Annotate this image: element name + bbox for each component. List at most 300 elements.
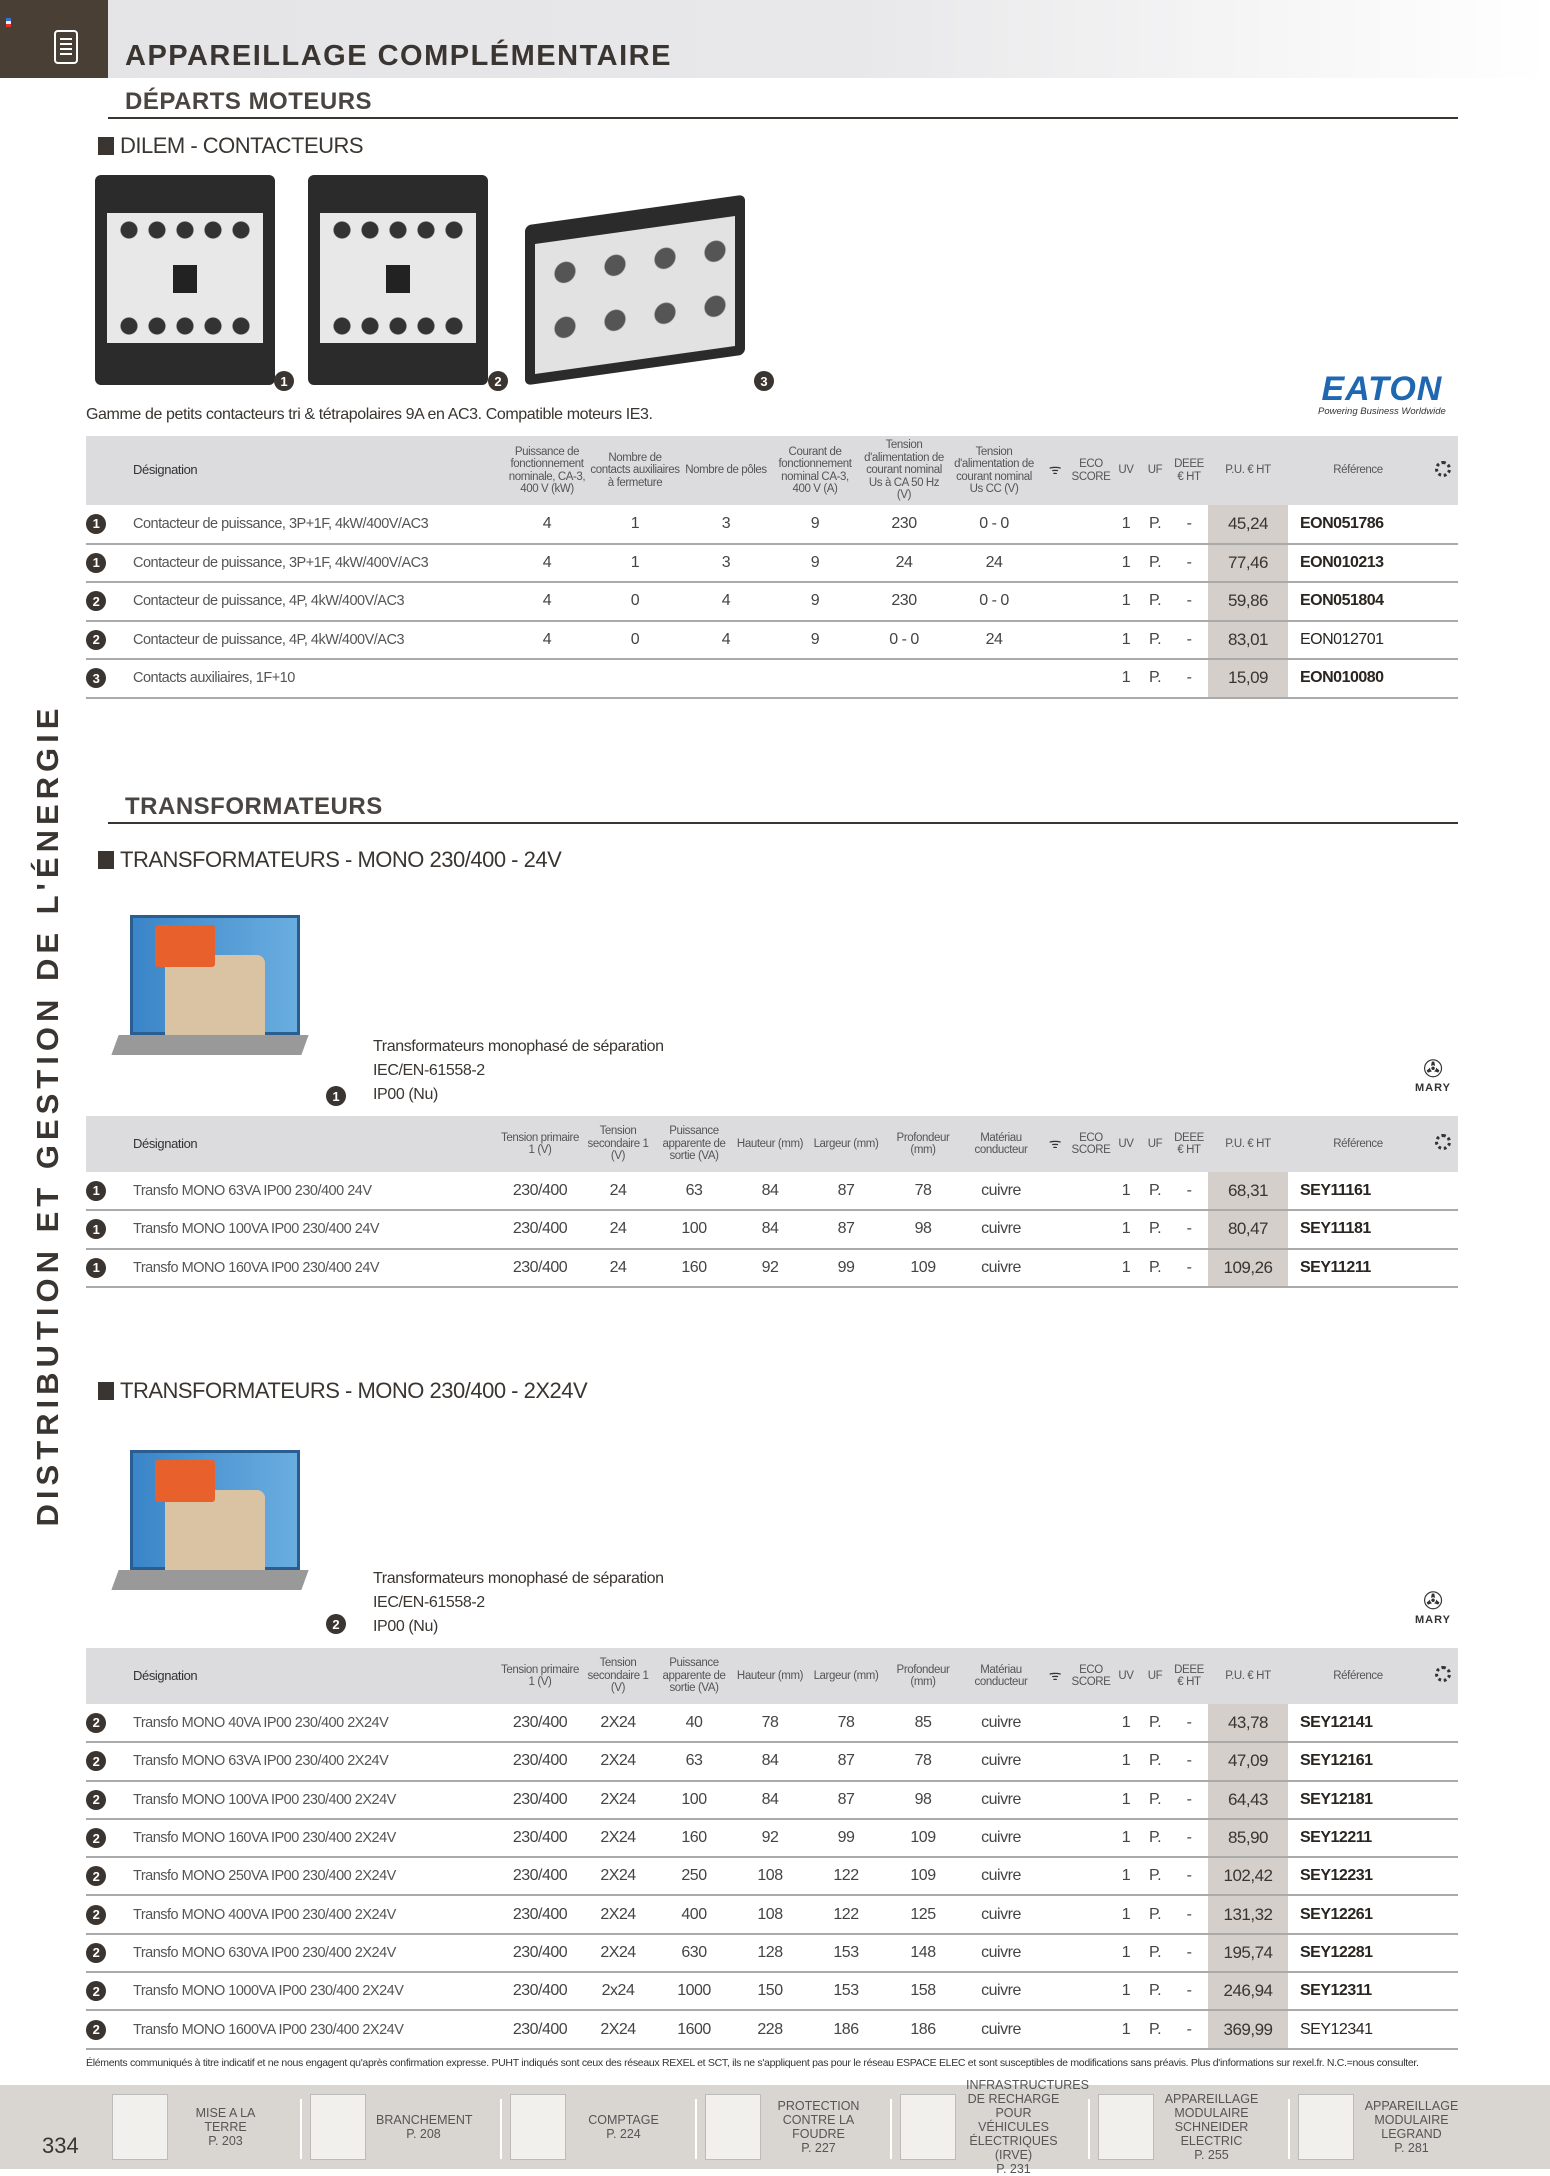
- uf: P.: [1140, 1819, 1170, 1857]
- designation: Transfo MONO 100VA IP00 230/400 24V: [126, 1210, 500, 1248]
- product-image-aux-contacts: [525, 195, 745, 386]
- reference[interactable]: EON010213: [1288, 544, 1428, 583]
- uv: 1: [1112, 2010, 1140, 2048]
- row-badge-cell: [86, 505, 126, 544]
- column-header: Nombre de pôles: [682, 436, 770, 505]
- reference[interactable]: SEY12341: [1288, 2010, 1428, 2048]
- uv: 1: [1112, 1934, 1140, 1972]
- spec-value: cuivre: [962, 1249, 1040, 1287]
- image-badge: 3: [754, 371, 774, 391]
- mary-logo: [1403, 1590, 1463, 1626]
- connectivity-icon: ᯤ: [1048, 1666, 1062, 1683]
- deee: -: [1170, 544, 1208, 583]
- recycle-cell: [1428, 1210, 1458, 1248]
- reference[interactable]: SEY12231: [1288, 1857, 1428, 1895]
- unit-price: 15,09: [1208, 659, 1288, 698]
- spec-value: cuivre: [962, 1934, 1040, 1972]
- spec-value: 4: [506, 582, 588, 621]
- spec-value: 230/400: [500, 1781, 580, 1819]
- subsection-label: DILEM - CONTACTEURS: [120, 133, 364, 158]
- product-desc-line: IP00 (Nu): [373, 1618, 438, 1635]
- item-number-badge: 1: [86, 514, 106, 534]
- column-header: P.U. € HT: [1208, 1648, 1288, 1704]
- column-header: Tension secondaire 1 (V): [580, 1116, 656, 1172]
- uf: P.: [1140, 1934, 1170, 1972]
- spec-value: 87: [808, 1210, 884, 1248]
- connectivity-cell: [1040, 1742, 1070, 1780]
- footer-separator: [1088, 2099, 1090, 2159]
- column-header: Tension d'alimentation de courant nominal Us CC (V): [948, 436, 1040, 505]
- deee: -: [1170, 1172, 1208, 1210]
- reference[interactable]: SEY12181: [1288, 1781, 1428, 1819]
- eco-score-cell: [1070, 544, 1112, 583]
- table-row[interactable]: [86, 582, 1458, 621]
- table-row[interactable]: [86, 1857, 1458, 1895]
- reference[interactable]: SEY12281: [1288, 1934, 1428, 1972]
- reference[interactable]: SEY12261: [1288, 1895, 1428, 1933]
- unit-price: 59,86: [1208, 582, 1288, 621]
- deee: -: [1170, 1742, 1208, 1780]
- section-rule: [108, 822, 1458, 824]
- subsection-label: TRANSFORMATEURS - MONO 230/400 - 24V: [120, 847, 562, 872]
- column-header: DEEE € HT: [1170, 436, 1208, 505]
- column-header: [1040, 1116, 1070, 1172]
- column-header: DEEE € HT: [1170, 1116, 1208, 1172]
- category-thumbnail: [900, 2094, 956, 2160]
- table-row[interactable]: [86, 1742, 1458, 1780]
- table-row[interactable]: [86, 1172, 1458, 1210]
- deee: -: [1170, 2010, 1208, 2048]
- header-cell-num: [86, 1116, 126, 1172]
- spec-value: 230/400: [500, 1704, 580, 1742]
- unit-price: 102,42: [1208, 1857, 1288, 1895]
- column-header: ECO SCORE: [1070, 436, 1112, 505]
- uv: 1: [1112, 1895, 1140, 1933]
- spec-value: 1600: [656, 2010, 732, 2048]
- column-header: Puissance apparente de sortie (VA): [656, 1648, 732, 1704]
- spec-value: 24: [948, 621, 1040, 660]
- reference[interactable]: SEY11181: [1288, 1210, 1428, 1248]
- spec-value: 1: [588, 544, 682, 583]
- eco-score-cell: [1070, 1819, 1112, 1857]
- deee: -: [1170, 1210, 1208, 1248]
- spec-value: 87: [808, 1172, 884, 1210]
- footer-link-text: [1164, 2092, 1259, 2162]
- spec-value: [682, 659, 770, 698]
- footer-link-text: [576, 2113, 671, 2141]
- eaton-tagline: Powering Business Worldwide: [1318, 406, 1446, 417]
- spec-value: [588, 659, 682, 698]
- spec-value: 148: [884, 1934, 962, 1972]
- header-cell-num: [86, 436, 126, 505]
- mary-logo-text: MARY: [1415, 1614, 1451, 1626]
- item-number-badge: 2: [86, 1943, 106, 1963]
- connectivity-cell: [1040, 1704, 1070, 1742]
- unit-price: 85,90: [1208, 1819, 1288, 1857]
- spec-value: 9: [770, 505, 860, 544]
- spec-value: 108: [732, 1895, 808, 1933]
- section-title-departs-moteurs: DÉPARTS MOTEURS: [125, 88, 373, 115]
- eco-score-cell: [1070, 1172, 1112, 1210]
- product-desc-line: IEC/EN-61558-2: [373, 1594, 485, 1611]
- column-header: Puissance apparente de sortie (VA): [656, 1116, 732, 1172]
- deee: -: [1170, 1934, 1208, 1972]
- footer-navigation: [0, 2078, 1550, 2176]
- table-row[interactable]: [86, 659, 1458, 698]
- column-header: [1040, 436, 1070, 505]
- mary-logo: [1403, 1058, 1463, 1094]
- product-desc-line: Transformateurs monophasé de séparation: [373, 1570, 664, 1587]
- spec-value: 2X24: [580, 1704, 656, 1742]
- connectivity-cell: [1040, 1895, 1070, 1933]
- column-header: Tension primaire 1 (V): [500, 1648, 580, 1704]
- table-row[interactable]: [86, 1895, 1458, 1933]
- designation: Transfo MONO 250VA IP00 230/400 2X24V: [126, 1857, 500, 1895]
- spec-value: 40: [656, 1704, 732, 1742]
- spec-value: 84: [732, 1172, 808, 1210]
- unit-price: 45,24: [1208, 505, 1288, 544]
- column-header: Matériau conducteur: [962, 1648, 1040, 1704]
- subsection-title-mono-24v: [98, 847, 561, 873]
- bullet-square: [98, 1382, 114, 1400]
- table-row[interactable]: [86, 1819, 1458, 1857]
- item-number-badge: 2: [86, 1751, 106, 1771]
- spec-value: 0 - 0: [948, 582, 1040, 621]
- eco-score-cell: [1070, 1934, 1112, 1972]
- uv: 1: [1112, 659, 1140, 698]
- spec-value: [770, 659, 860, 698]
- footer-link[interactable]: [1298, 2091, 1459, 2163]
- footer-link-page: P. 227: [801, 2141, 836, 2155]
- footer-separator: [500, 2099, 502, 2159]
- table-row[interactable]: [86, 621, 1458, 660]
- spec-value: 230: [860, 582, 948, 621]
- unit-price: 369,99: [1208, 2010, 1288, 2048]
- eaton-logo-mark: EATON: [1321, 370, 1443, 408]
- table-row[interactable]: [86, 1781, 1458, 1819]
- footer-link[interactable]: [310, 2091, 471, 2163]
- eaton-logo: [1318, 372, 1446, 417]
- range-caption: Gamme de petits contacteurs tri & tétrapolaires 9A en AC3. Compatible moteurs IE3.: [86, 406, 653, 423]
- column-header: UV: [1112, 436, 1140, 505]
- spec-value: 109: [884, 1819, 962, 1857]
- spec-value: cuivre: [962, 2010, 1040, 2048]
- item-number-badge: 2: [86, 1790, 106, 1810]
- row-badge-cell: [86, 1857, 126, 1895]
- uv: 1: [1112, 1781, 1140, 1819]
- product-desc-line: Transformateurs monophasé de séparation: [373, 1038, 664, 1055]
- flag-icon: [6, 18, 11, 27]
- item-number-badge: 2: [86, 1905, 106, 1925]
- row-badge-cell: [86, 2010, 126, 2048]
- row-badge-cell: [86, 1972, 126, 2010]
- deee: -: [1170, 1704, 1208, 1742]
- spec-value: 2x24: [580, 1972, 656, 2010]
- row-badge-cell: [86, 1704, 126, 1742]
- eco-score-cell: [1070, 1704, 1112, 1742]
- column-header: Hauteur (mm): [732, 1648, 808, 1704]
- spec-value: 2X24: [580, 1819, 656, 1857]
- spec-value: 24: [580, 1249, 656, 1287]
- eco-score-cell: [1070, 621, 1112, 660]
- spec-value: cuivre: [962, 1172, 1040, 1210]
- spec-value: 87: [808, 1781, 884, 1819]
- spec-value: 78: [884, 1172, 962, 1210]
- column-header: UF: [1140, 436, 1170, 505]
- designation: Transfo MONO 160VA IP00 230/400 2X24V: [126, 1819, 500, 1857]
- recycle-cell: [1428, 505, 1458, 544]
- table-row[interactable]: [86, 505, 1458, 544]
- uf: P.: [1140, 1742, 1170, 1780]
- product-desc-line: IP00 (Nu): [373, 1086, 438, 1103]
- spec-value: 9: [770, 621, 860, 660]
- spec-value: cuivre: [962, 1704, 1040, 1742]
- spec-value: 92: [732, 1249, 808, 1287]
- unit-price: 83,01: [1208, 621, 1288, 660]
- row-badge-cell: [86, 1819, 126, 1857]
- spec-value: 4: [682, 582, 770, 621]
- table-row[interactable]: [86, 1972, 1458, 2010]
- spec-value: 85: [884, 1704, 962, 1742]
- spec-value: 125: [884, 1895, 962, 1933]
- product-image-transformer-24v: [110, 885, 310, 1075]
- footer-link[interactable]: [705, 2091, 866, 2163]
- spec-value: 230/400: [500, 1210, 580, 1248]
- uv: 1: [1112, 1819, 1140, 1857]
- column-header: Hauteur (mm): [732, 1116, 808, 1172]
- deee: -: [1170, 505, 1208, 544]
- product-image-contactor-3p: [95, 175, 275, 385]
- spec-value: 122: [808, 1857, 884, 1895]
- spec-value: 99: [808, 1819, 884, 1857]
- image-badge: 2: [326, 1614, 346, 1634]
- footer-link[interactable]: [900, 2078, 1089, 2176]
- connectivity-icon: ᯤ: [1048, 461, 1062, 478]
- spec-value: 4: [506, 621, 588, 660]
- connectivity-cell: [1040, 582, 1070, 621]
- reference[interactable]: SEY11161: [1288, 1172, 1428, 1210]
- column-header: Désignation: [126, 1116, 500, 1172]
- spec-value: cuivre: [962, 1210, 1040, 1248]
- recycle-icon: [1435, 461, 1451, 477]
- spec-value: 160: [656, 1819, 732, 1857]
- footer-link[interactable]: [112, 2091, 273, 2163]
- item-number-badge: 2: [86, 1713, 106, 1733]
- recycle-cell: [1428, 582, 1458, 621]
- row-badge-cell: [86, 621, 126, 660]
- uv: 1: [1112, 1857, 1140, 1895]
- table-row[interactable]: [86, 2010, 1458, 2048]
- recycle-cell: [1428, 1781, 1458, 1819]
- uf: P.: [1140, 1210, 1170, 1248]
- column-header: [1428, 1116, 1458, 1172]
- spec-value: 230/400: [500, 1972, 580, 2010]
- footer-separator: [300, 2099, 302, 2159]
- header-cell-num: [86, 1648, 126, 1704]
- footer-link-page: P. 281: [1394, 2141, 1429, 2155]
- uf: P.: [1140, 2010, 1170, 2048]
- column-header: [1428, 1648, 1458, 1704]
- item-number-badge: 2: [86, 1828, 106, 1848]
- column-header: [1040, 1648, 1070, 1704]
- column-header: UF: [1140, 1116, 1170, 1172]
- deee: -: [1170, 1781, 1208, 1819]
- table-row[interactable]: [86, 1210, 1458, 1248]
- product-image-contactor-4p: [308, 175, 488, 385]
- spec-value: 0 - 0: [948, 505, 1040, 544]
- recycle-cell: [1428, 1972, 1458, 2010]
- row-badge-cell: [86, 1934, 126, 1972]
- footer-link[interactable]: [1098, 2091, 1259, 2163]
- reference[interactable]: EON010080: [1288, 659, 1428, 698]
- spec-value: 186: [884, 2010, 962, 2048]
- footer-separator: [890, 2099, 892, 2159]
- uf: P.: [1140, 659, 1170, 698]
- spec-value: 98: [884, 1210, 962, 1248]
- spec-value: 160: [656, 1249, 732, 1287]
- item-number-badge: 1: [86, 1181, 106, 1201]
- deee: -: [1170, 1819, 1208, 1857]
- connectivity-cell: [1040, 1210, 1070, 1248]
- footer-link-text: [376, 2113, 471, 2141]
- spec-value: 4: [682, 621, 770, 660]
- designation: Transfo MONO 100VA IP00 230/400 2X24V: [126, 1781, 500, 1819]
- connectivity-cell: [1040, 1249, 1070, 1287]
- unit-price: 68,31: [1208, 1172, 1288, 1210]
- mary-logo-symbol: ✇: [1422, 1588, 1444, 1615]
- reference[interactable]: SEY12161: [1288, 1742, 1428, 1780]
- product-desc-line: IEC/EN-61558-2: [373, 1062, 485, 1079]
- uf: P.: [1140, 505, 1170, 544]
- spec-value: 128: [732, 1934, 808, 1972]
- eco-score-cell: [1070, 1972, 1112, 2010]
- disclaimer-footnote: Éléments communiqués à titre indicatif et ne nous engagent qu'après confirmation expresse. PUHT indiqués sont ceux des réseaux REXEL et SCT, ils ne s'appliquent pas pour le réseau ESPACE ELEC et sont susceptibles de modifications sans préavis. Plus d'informations sur rexel.fr. N.C.=nous consulter.: [86, 2057, 1419, 2069]
- eco-score-cell: [1070, 659, 1112, 698]
- uv: 1: [1112, 582, 1140, 621]
- column-header: UV: [1112, 1116, 1140, 1172]
- footer-link-page: P. 231: [996, 2162, 1031, 2176]
- column-header: Désignation: [126, 436, 506, 505]
- item-number-badge: 2: [86, 1866, 106, 1886]
- spec-value: 153: [808, 1972, 884, 2010]
- spec-value: 100: [656, 1210, 732, 1248]
- reference[interactable]: SEY11211: [1288, 1249, 1428, 1287]
- spec-value: cuivre: [962, 1742, 1040, 1780]
- eco-score-cell: [1070, 1857, 1112, 1895]
- table-row[interactable]: [86, 1249, 1458, 1287]
- spec-value: 230/400: [500, 1934, 580, 1972]
- spec-value: 2X24: [580, 2010, 656, 2048]
- spec-value: 84: [732, 1781, 808, 1819]
- spec-value: 230/400: [500, 1742, 580, 1780]
- spec-value: 1000: [656, 1972, 732, 2010]
- spec-value: 230/400: [500, 2010, 580, 2048]
- spec-value: 0: [588, 621, 682, 660]
- spec-value: 108: [732, 1857, 808, 1895]
- connectivity-cell: [1040, 1972, 1070, 2010]
- column-header: P.U. € HT: [1208, 1116, 1288, 1172]
- image-badge: 2: [488, 371, 508, 391]
- column-header: P.U. € HT: [1208, 436, 1288, 505]
- footer-link-label: MISE A LA TERRE: [195, 2106, 256, 2134]
- spec-value: 63: [656, 1172, 732, 1210]
- spec-value: 9: [770, 544, 860, 583]
- connectivity-cell: [1040, 1819, 1070, 1857]
- spec-value: 100: [656, 1781, 732, 1819]
- footer-link-text: [966, 2078, 1089, 2176]
- reference[interactable]: EON051804: [1288, 582, 1428, 621]
- uf: P.: [1140, 1172, 1170, 1210]
- electrical-panel-icon: [54, 30, 78, 64]
- column-header: DEEE € HT: [1170, 1648, 1208, 1704]
- column-header: UF: [1140, 1648, 1170, 1704]
- designation: Transfo MONO 400VA IP00 230/400 2X24V: [126, 1895, 500, 1933]
- column-header: Largeur (mm): [808, 1116, 884, 1172]
- footer-link-text: [771, 2099, 866, 2155]
- table-row[interactable]: [86, 544, 1458, 583]
- connectivity-cell: [1040, 621, 1070, 660]
- item-number-badge: 2: [86, 630, 106, 650]
- uv: 1: [1112, 505, 1140, 544]
- footer-link[interactable]: [510, 2091, 671, 2163]
- unit-price: 195,74: [1208, 1934, 1288, 1972]
- reference[interactable]: EON012701: [1288, 621, 1428, 660]
- spec-value: 2X24: [580, 1895, 656, 1933]
- row-badge-cell: [86, 582, 126, 621]
- row-badge-cell: [86, 659, 126, 698]
- category-thumbnail: [310, 2094, 366, 2160]
- recycle-cell: [1428, 1895, 1458, 1933]
- side-chapter-label: DISTRIBUTION ET GESTION DE L'ÉNERGIE: [30, 703, 65, 1527]
- subsection-title-dilem: [98, 133, 363, 159]
- footer-link-label: BRANCHEMENT: [376, 2113, 473, 2127]
- spec-value: 2X24: [580, 1742, 656, 1780]
- designation: Contacteur de puissance, 3P+1F, 4kW/400V/AC3: [126, 505, 506, 544]
- connectivity-cell: [1040, 659, 1070, 698]
- reference[interactable]: EON051786: [1288, 505, 1428, 544]
- spec-value: 87: [808, 1742, 884, 1780]
- connectivity-cell: [1040, 1934, 1070, 1972]
- spec-value: [948, 659, 1040, 698]
- eco-score-cell: [1070, 1895, 1112, 1933]
- chapter-tab[interactable]: [0, 0, 108, 78]
- spec-value: cuivre: [962, 1781, 1040, 1819]
- row-badge-cell: [86, 544, 126, 583]
- designation: Transfo MONO 1600VA IP00 230/400 2X24V: [126, 2010, 500, 2048]
- footer-separator: [1288, 2099, 1290, 2159]
- recycle-cell: [1428, 621, 1458, 660]
- spec-value: 4: [506, 544, 588, 583]
- column-header: Référence: [1288, 436, 1428, 505]
- reference[interactable]: SEY12211: [1288, 1819, 1428, 1857]
- reference[interactable]: SEY12311: [1288, 1972, 1428, 2010]
- recycle-cell: [1428, 544, 1458, 583]
- table-row[interactable]: [86, 1704, 1458, 1742]
- reference[interactable]: SEY12141: [1288, 1704, 1428, 1742]
- image-badge: 1: [326, 1086, 346, 1106]
- row-badge-cell: [86, 1249, 126, 1287]
- footer-link-label: APPAREILLAGE MODULAIRE SCHNEIDER ELECTRIC: [1164, 2092, 1259, 2148]
- uv: 1: [1112, 1972, 1140, 2010]
- spec-value: 84: [732, 1210, 808, 1248]
- spec-value: cuivre: [962, 1819, 1040, 1857]
- table-row[interactable]: [86, 1934, 1458, 1972]
- recycle-icon: [1435, 1134, 1451, 1150]
- spec-value: 230/400: [500, 1857, 580, 1895]
- recycle-cell: [1428, 1172, 1458, 1210]
- spec-value: 250: [656, 1857, 732, 1895]
- column-header: UV: [1112, 1648, 1140, 1704]
